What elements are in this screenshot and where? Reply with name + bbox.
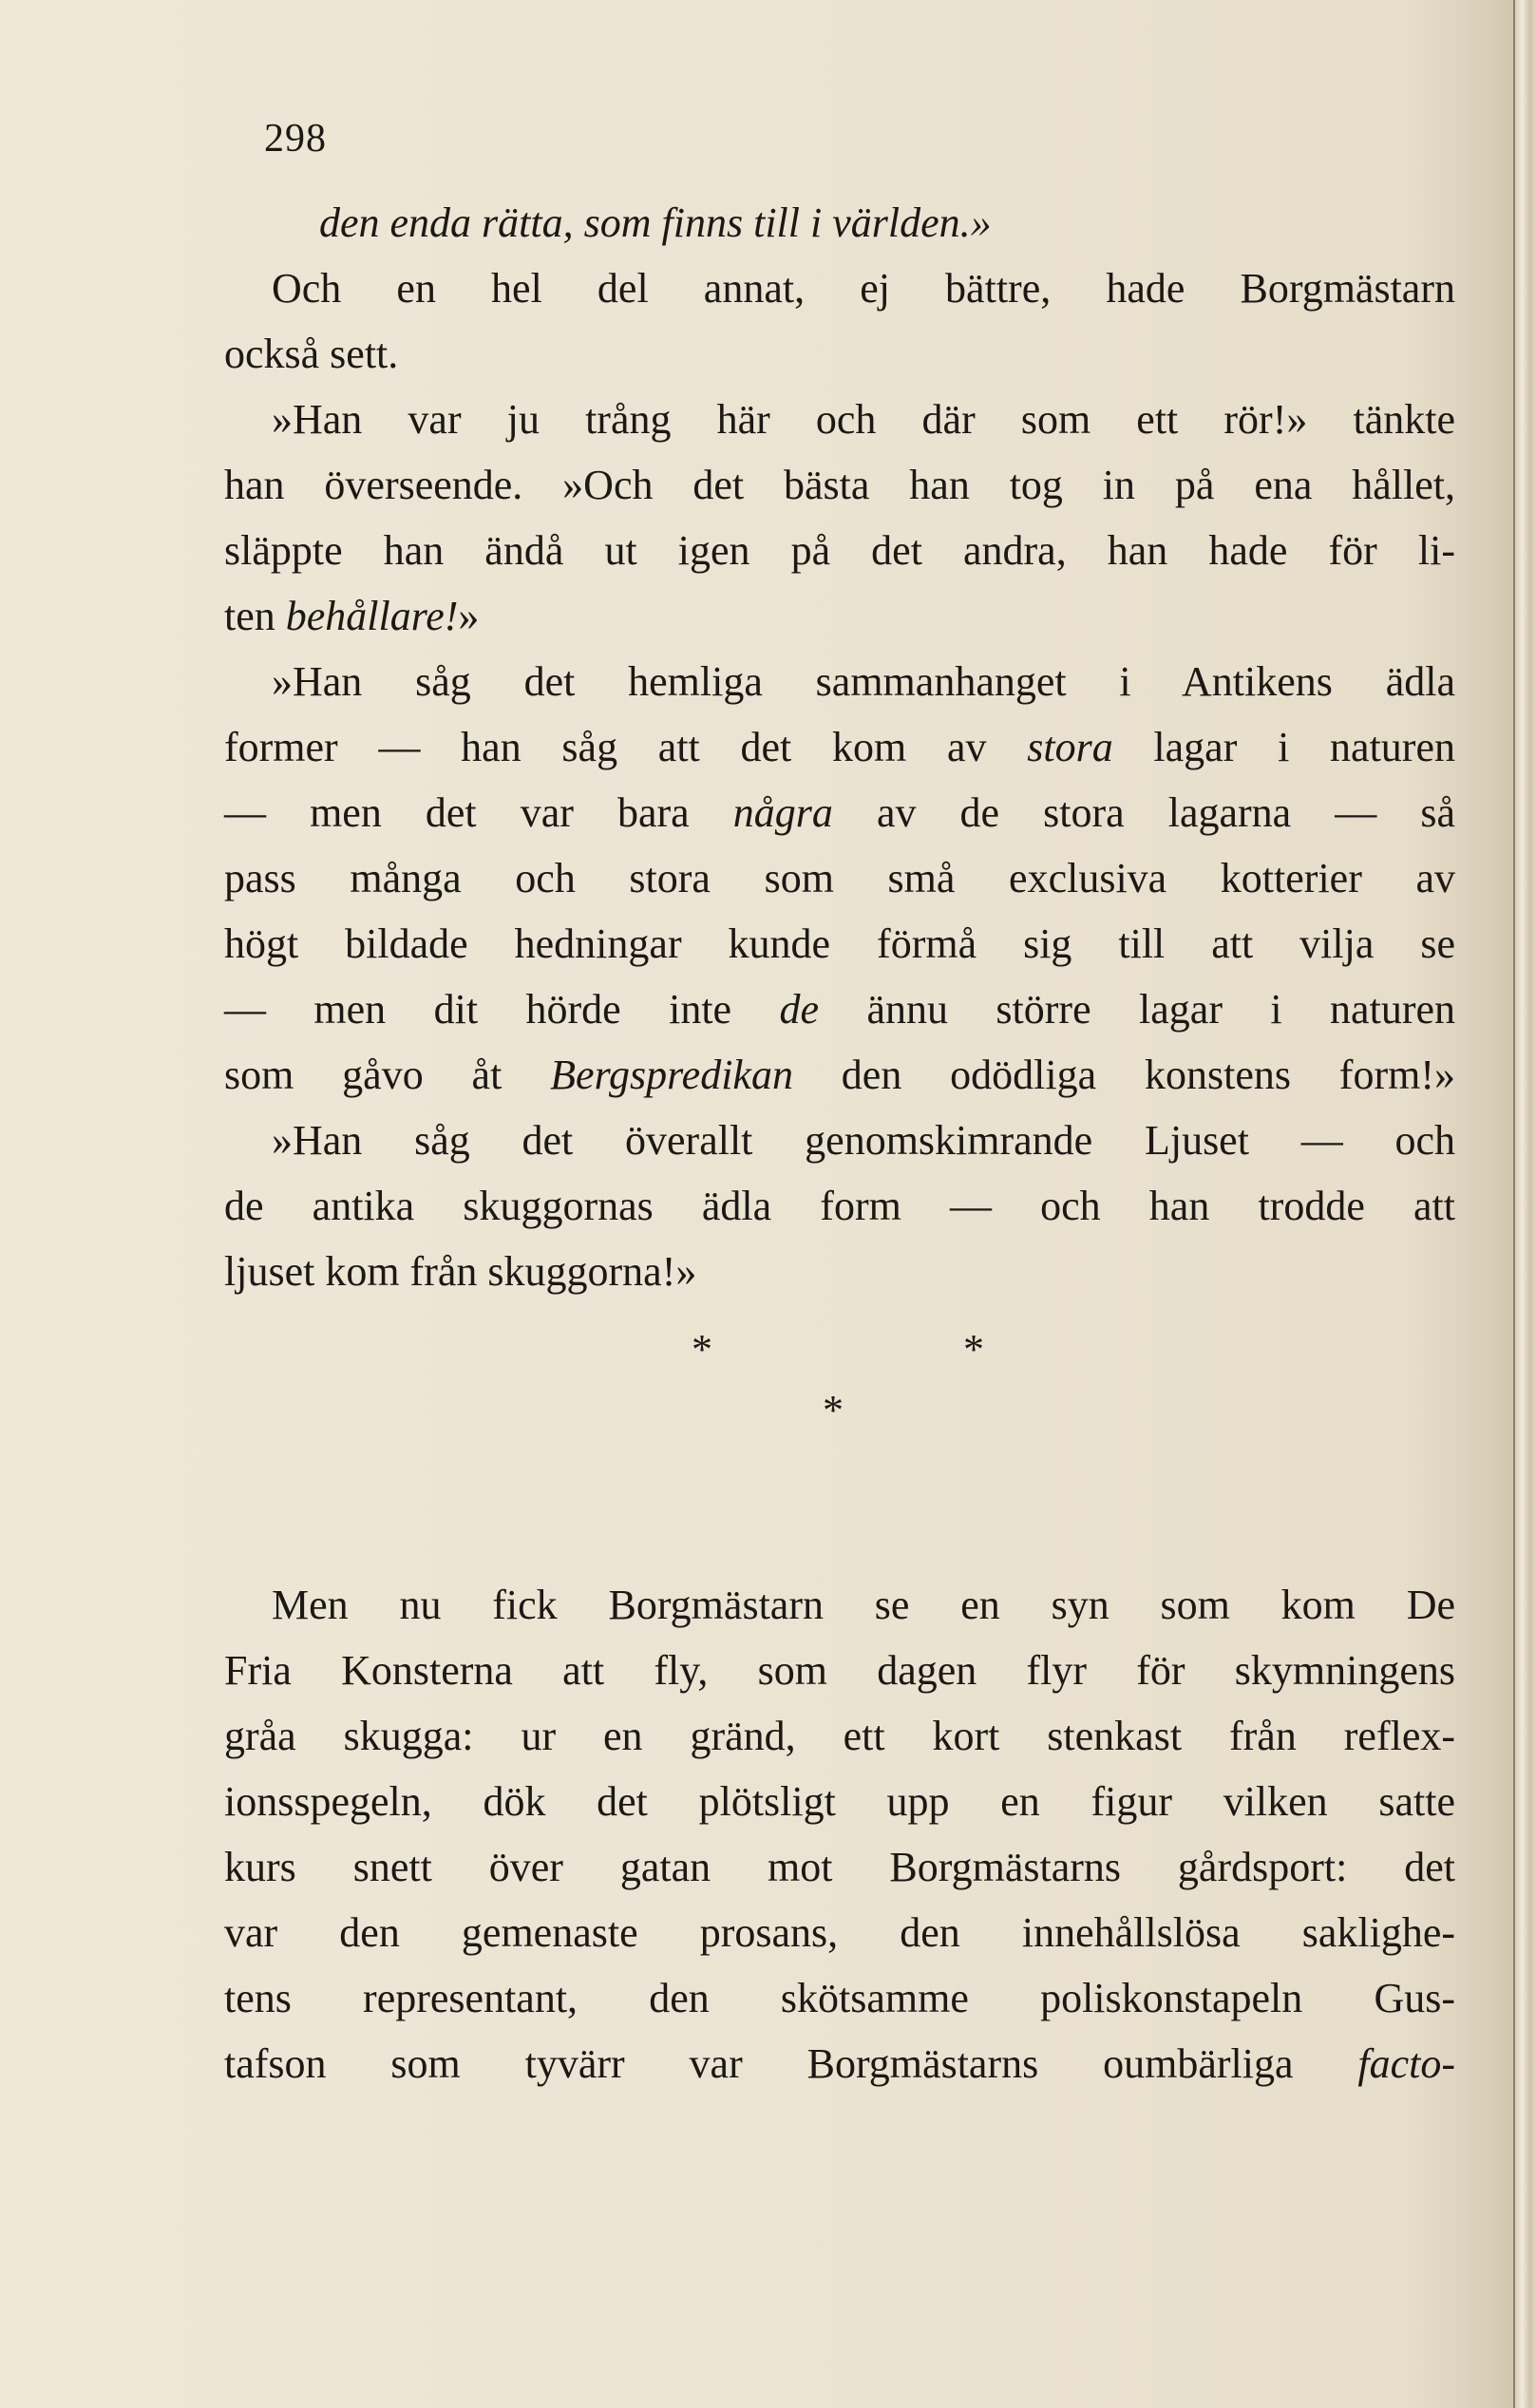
text-line: ionsspegeln, dök det plötsligt upp en figur vilken satte — [224, 1778, 1455, 1825]
text-span: former — han såg att det kom av — [224, 724, 1028, 770]
text-block-lower — [224, 1572, 1455, 2096]
section-break-asterism — [0, 1325, 1536, 1468]
asterisk: * — [692, 1326, 712, 1373]
text-span: — men dit hörde inte — [224, 986, 780, 1033]
text-block-upper — [224, 190, 1455, 1304]
text-span: » — [458, 593, 480, 639]
text-line: »Han var ju trång här och där som ett rör!» tänkte — [272, 396, 1455, 443]
text-line: högt bildade hedningar kunde förmå sig till att vilja se — [224, 920, 1455, 967]
text-line: var den gemenaste prosans, den innehållslösa saklighe- — [224, 1909, 1455, 1956]
text-line — [224, 714, 1455, 780]
italic-text: den enda rätta, som finns till i världen.» — [319, 199, 992, 246]
text-line — [224, 780, 1455, 845]
text-line — [224, 583, 1455, 649]
text-line: kurs snett över gatan mot Borgmästarns gårdsport: det — [224, 1844, 1455, 1890]
text-line: Och en hel del annat, ej bättre, hade Borgmästarn — [272, 265, 1455, 312]
italic-text: stora — [1027, 724, 1113, 770]
text-span: — men det var bara — [224, 789, 733, 836]
italic-text: facto- — [1357, 2040, 1455, 2087]
italic-text: några — [732, 789, 833, 836]
text-line — [224, 976, 1455, 1042]
text-span: lagar i naturen — [1112, 724, 1455, 770]
text-line: släppte han ändå ut igen på det andra, han hade för li- — [224, 527, 1455, 574]
text-line — [224, 1042, 1455, 1108]
text-line: Fria Konsterna att fly, som dagen flyr för skymningens — [224, 1647, 1455, 1694]
text-line: ljuset kom från skuggorna!» — [224, 1248, 697, 1295]
text-line — [224, 2031, 1455, 2096]
text-line — [224, 190, 1455, 256]
italic-text: de — [779, 986, 820, 1033]
asterisk: * — [963, 1326, 984, 1373]
text-span: ännu större lagar i naturen — [819, 986, 1455, 1033]
page-edge — [1513, 0, 1536, 2408]
text-span: tafson som tyvärr var Borgmästarns oumbärliga — [224, 2040, 1358, 2087]
text-line: de antika skuggornas ädla form — och han trodde att — [224, 1183, 1455, 1229]
text-line: »Han såg det hemliga sammanhanget i Antikens ädla — [272, 658, 1455, 705]
text-span: av de stora lagarna — så — [832, 789, 1455, 836]
text-span: som gåvo åt — [224, 1052, 551, 1098]
text-line: Men nu fick Borgmästarn se en syn som kom De — [272, 1582, 1455, 1628]
text-span: ten — [224, 593, 286, 639]
text-line: pass många och stora som små exclusiva kotterier av — [224, 855, 1455, 901]
text-line: han överseende. »Och det bästa han tog in på ena hållet, — [224, 462, 1455, 508]
italic-text: behållare! — [285, 593, 459, 639]
text-span: den odödliga konstens form!» — [792, 1052, 1455, 1098]
text-line: gråa skugga: ur en gränd, ett kort stenkast från reflex- — [224, 1713, 1455, 1759]
italic-text: Bergspredikan — [550, 1052, 793, 1098]
asterisk: * — [823, 1387, 844, 1433]
text-line: också sett. — [224, 331, 399, 377]
page-number: 298 — [264, 117, 327, 161]
text-line: tens representant, den skötsamme poliskonstapeln Gus- — [224, 1975, 1455, 2021]
text-line: »Han såg det överallt genomskimrande Ljuset — och — [272, 1117, 1455, 1164]
